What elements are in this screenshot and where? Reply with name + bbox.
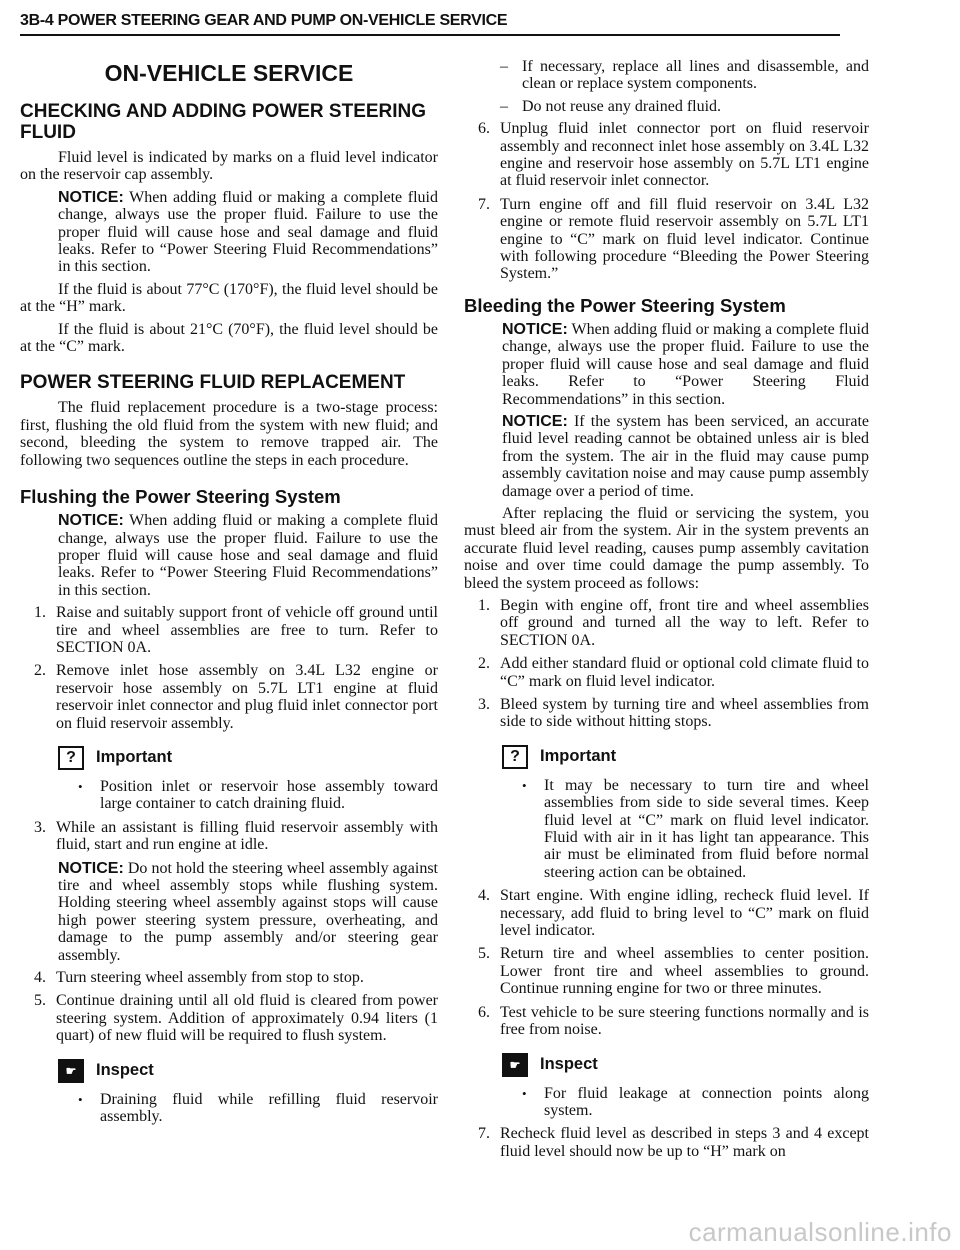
bleeding-notice-2 bbox=[464, 413, 869, 500]
inspect-icon: ☛ bbox=[502, 1053, 528, 1077]
step-number: 3. bbox=[478, 696, 490, 713]
flushing-notice-2 bbox=[20, 860, 438, 964]
step-text: Raise and suitably support front of vehicle off ground until tire and wheel assemblies are free to turn. Refer to SECTION 0A. bbox=[56, 604, 438, 656]
step-number: 1. bbox=[478, 596, 490, 614]
step-number: 4. bbox=[478, 887, 490, 905]
step-number: 2. bbox=[478, 655, 490, 673]
bullet-icon: • bbox=[78, 1091, 83, 1107]
dash-text: If necessary, replace all lines and disassemble, and clean or replace system components. bbox=[522, 58, 869, 93]
bleeding-step-2 bbox=[464, 655, 869, 690]
inspect-icon: ☛ bbox=[58, 1059, 84, 1083]
important-label: Important bbox=[96, 748, 173, 767]
step-text: While an assistant is filling fluid reservoir assembly with fluid, start and run engine at idle. bbox=[56, 818, 438, 854]
inspect-callout bbox=[58, 1059, 438, 1083]
bleeding-heading: Bleeding the Power Steering System bbox=[464, 294, 786, 316]
flushing-step-7 bbox=[464, 196, 869, 283]
important-callout bbox=[58, 746, 438, 770]
inspect-label: Inspect bbox=[540, 1055, 598, 1073]
right-column bbox=[464, 58, 869, 1166]
step-text: Start engine. With engine idling, recheck fluid level. If necessary, add fluid to bring level to “C” mark on fluid level indicator. bbox=[500, 887, 869, 940]
step-number: 3. bbox=[34, 818, 46, 836]
notice-label: NOTICE: bbox=[502, 412, 568, 430]
bleeding-step-6 bbox=[464, 1004, 869, 1039]
notice-text: Do not hold the steering wheel assembly against tire and wheel assembly stops while flushing system. Holding steering wheel assembly against stops will cause high power steering system pressure, overheating, and damage to the pump assembly and/or steering gear assembly. bbox=[58, 859, 438, 964]
flushing-step-5 bbox=[20, 992, 438, 1044]
step-text: Turn steering wheel assembly from stop to stop. bbox=[56, 969, 364, 987]
flushing-step-6 bbox=[464, 120, 869, 190]
bleeding-notice bbox=[464, 321, 869, 408]
step-number: 5. bbox=[478, 945, 490, 963]
bleeding-step-7 bbox=[464, 1125, 869, 1160]
step-text: Return tire and wheel assemblies to center position. Lower front tire and wheel assemblies to ground. Continue running engine for two or three minutes. bbox=[500, 945, 869, 998]
flushing-step-1 bbox=[20, 604, 438, 656]
flushing-step-2 bbox=[20, 662, 438, 732]
step-text: Recheck fluid level as described in steps 3 and 4 except fluid level should now be up to “H” mark on bbox=[500, 1125, 869, 1160]
flushing-notice bbox=[20, 512, 438, 599]
bullet-icon: • bbox=[522, 1085, 527, 1101]
bleeding-step-3 bbox=[464, 696, 869, 731]
step-number: 1. bbox=[34, 604, 46, 622]
step-number: 6. bbox=[478, 120, 490, 138]
step-number: 2. bbox=[34, 662, 46, 680]
flushing-step-4 bbox=[20, 969, 438, 986]
dash-icon: – bbox=[500, 97, 508, 115]
step-text: Bleed system by turning tire and wheel assemblies from side to side without hitting stops. bbox=[500, 696, 869, 731]
bleeding-step-5 bbox=[464, 945, 869, 997]
step-text: Unplug fluid inlet connector port on fluid reservoir assembly and reconnect inlet hose assembly on 3.4L L32 engine and reservoir hose assembly on 5.7L LT1 engine at fluid reservoir inlet connector. bbox=[500, 120, 869, 190]
checking-heading: CHECKING AND ADDING POWER STEERING FLUID bbox=[20, 101, 427, 143]
step-number: 4. bbox=[34, 969, 46, 987]
bullet-text: Draining fluid while refilling fluid reservoir assembly. bbox=[100, 1090, 438, 1126]
important-bullet bbox=[20, 778, 438, 813]
dash-item-2 bbox=[464, 98, 869, 115]
step-number: 7. bbox=[478, 1125, 490, 1143]
checking-paragraph-2: If the fluid is about 77°C (170°F), the fluid level should be at the “H” mark. bbox=[20, 280, 438, 316]
step-number: 7. bbox=[478, 195, 490, 213]
section-title: ON-VEHICLE SERVICE bbox=[104, 60, 354, 86]
flushing-step-3 bbox=[20, 819, 438, 854]
dash-icon: – bbox=[500, 58, 508, 75]
checking-notice bbox=[20, 189, 438, 276]
page-header-title: 3B-4 POWER STEERING GEAR AND PUMP ON-VEHICLE SERVICE bbox=[20, 12, 508, 29]
flushing-heading: Flushing the Power Steering System bbox=[20, 486, 341, 508]
step-text: Begin with engine off, front tire and wheel assemblies off ground and turned all the way to left. Refer to SECTION 0A. bbox=[500, 596, 869, 649]
bleeding-paragraph: After replacing the fluid or servicing the system, you must bleed air from the system. Air in the system prevents an accurate fluid level reading, causes pump assembly cavitation noise and over time could damage the pump assembly. To bleed the system proceed as follows: bbox=[464, 504, 869, 592]
watermark[interactable]: carmanualsonline.info bbox=[688, 1217, 952, 1247]
step-text: Remove inlet hose assembly on 3.4L L32 engine or reservoir hose assembly on 5.7L LT1 engine at fluid reservoir inlet connector and plug fluid inlet connector port on fluid reservoir assembly. bbox=[56, 662, 438, 732]
inspect-callout bbox=[502, 1053, 869, 1077]
replacement-paragraph: The fluid replacement procedure is a two-stage process: first, flushing the old fluid from the system with new fluid; and second, bleeding the system to remove trapped air. The following two sequences outline the steps in each procedure. bbox=[20, 399, 438, 469]
bullet-icon: • bbox=[78, 778, 83, 794]
bullet-icon: • bbox=[522, 777, 527, 793]
checking-paragraph-1: Fluid level is indicated by marks on a fluid level indicator on the reservoir cap assembly. bbox=[20, 149, 438, 184]
step-text: Test vehicle to be sure steering functions normally and is free from noise. bbox=[500, 1003, 869, 1039]
bullet-text: Position inlet or reservoir hose assembly toward large container to catch draining fluid. bbox=[100, 777, 438, 813]
important-icon: ? bbox=[502, 745, 528, 769]
bullet-text: It may be necessary to turn tire and wheel assemblies from side to side several times. Keep fluid level at “C” mark on fluid level indicator. Fluid with air in it has light tan appearance. This air must be eliminated from fluid before normal steering action can be obtained. bbox=[544, 776, 869, 881]
inspect-bullet bbox=[20, 1091, 438, 1126]
notice-label: NOTICE: bbox=[58, 859, 124, 877]
important-callout bbox=[502, 745, 869, 769]
dash-text: Do not reuse any drained fluid. bbox=[522, 97, 722, 115]
step-text: Add either standard fluid or optional cold climate fluid to “C” mark on fluid level indicator. bbox=[500, 655, 869, 690]
important-label: Important bbox=[540, 747, 617, 766]
left-column bbox=[20, 58, 438, 1131]
bleeding-step-4 bbox=[464, 887, 869, 939]
checking-paragraph-3: If the fluid is about 21°C (70°F), the fluid level should be at the “C” mark. bbox=[20, 320, 438, 356]
notice-label: NOTICE: bbox=[58, 512, 124, 530]
replacement-heading: POWER STEERING FLUID REPLACEMENT bbox=[20, 372, 406, 394]
notice-text: When adding fluid or making a complete fluid change, always use the proper fluid. Failure to use the proper fluid will cause hose and seal damage and fluid leaks. Refer to “Power Steering Fluid Recommendations” in this section. bbox=[502, 320, 869, 408]
notice-text: If the system has been serviced, an accurate fluid level reading cannot be obtained unless air is bled from the system. The air in the fluid may cause pump assembly cavitation noise and may cause pump assembly damage over a period of time. bbox=[502, 412, 869, 500]
step-number: 6. bbox=[478, 1003, 490, 1021]
step-text: Continue draining until all old fluid is cleared from power steering system. Addition of approximately 0.94 liters (1 quart) of new fluid will be required to flush system. bbox=[56, 992, 438, 1045]
page-header bbox=[20, 12, 840, 36]
notice-text: When adding fluid or making a complete fluid change, always use the proper fluid. Failure to use the proper fluid will cause hose and seal damage and fluid leaks. Refer to “Power Steering Fluid Recommendations” in this section. bbox=[58, 188, 438, 276]
notice-label: NOTICE: bbox=[58, 188, 124, 206]
dash-item-1 bbox=[464, 58, 869, 93]
step-text: Turn engine off and fill fluid reservoir on 3.4L L32 engine or remote fluid reservoir assembly on 5.7L LT1 engine to “C” mark on fluid level indicator. Continue with following procedure “Bleeding the Power Steering System.” bbox=[500, 195, 869, 283]
bullet-text: For fluid leakage at connection points along system. bbox=[544, 1084, 869, 1119]
bleeding-step-1 bbox=[464, 597, 869, 649]
notice-label: NOTICE: bbox=[502, 320, 568, 338]
inspect-label: Inspect bbox=[96, 1061, 154, 1080]
important-bullet bbox=[464, 777, 869, 881]
inspect-bullet bbox=[464, 1085, 869, 1120]
step-number: 5. bbox=[34, 992, 46, 1010]
notice-text: When adding fluid or making a complete fluid change, always use the proper fluid. Failure to use the proper fluid will cause hose and seal damage and fluid leaks. Refer to “Power Steering Fluid Recommendations” in this section. bbox=[58, 512, 438, 599]
important-icon: ? bbox=[58, 746, 84, 770]
